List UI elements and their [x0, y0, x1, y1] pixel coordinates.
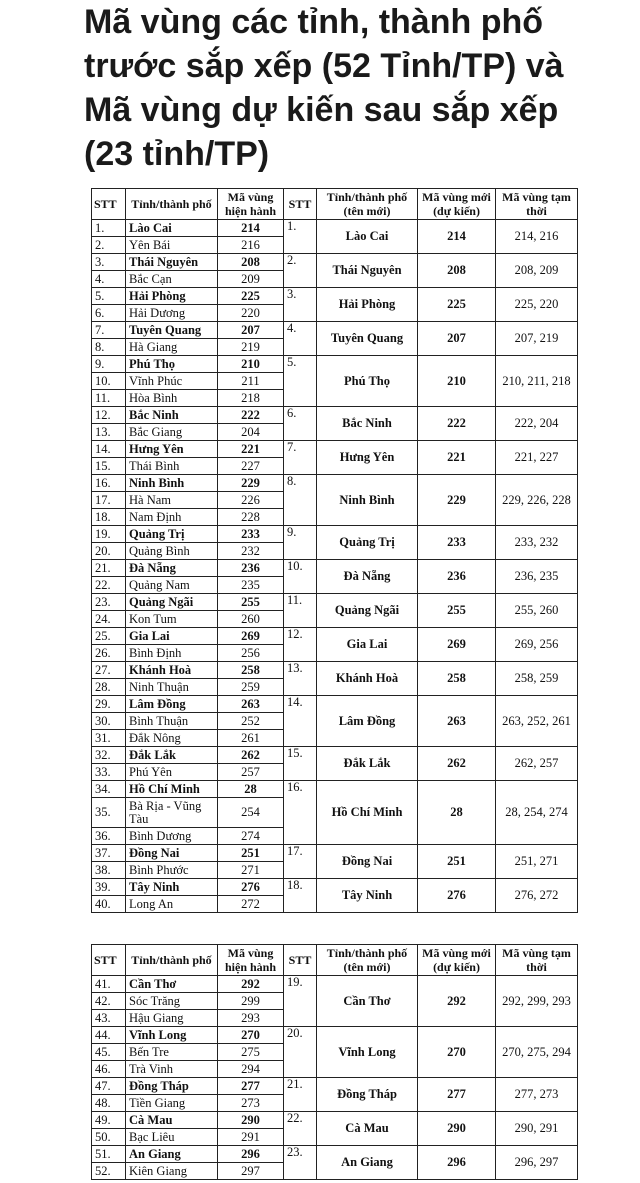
row-stt: 42.: [92, 993, 126, 1010]
current-area-code: 220: [218, 305, 284, 322]
current-area-code: 262: [218, 747, 284, 764]
current-area-code: 296: [218, 1146, 284, 1163]
row-stt: 44.: [92, 1027, 126, 1044]
current-area-code: 228: [218, 509, 284, 526]
table-row: [92, 560, 578, 577]
row-stt: 7.: [92, 322, 126, 339]
current-area-code: 275: [218, 1044, 284, 1061]
table-row: [92, 696, 578, 713]
current-area-code: 233: [218, 526, 284, 543]
new-stt: 1.: [284, 220, 317, 254]
current-area-code: 255: [218, 594, 284, 611]
row-stt: 52.: [92, 1163, 126, 1180]
new-stt: 23.: [284, 1146, 317, 1180]
row-stt: 15.: [92, 458, 126, 475]
province-name: Nam Định: [126, 509, 218, 526]
new-area-code: 28: [418, 781, 496, 845]
row-stt: 35.: [92, 798, 126, 828]
current-area-code: 290: [218, 1112, 284, 1129]
new-stt: 10.: [284, 560, 317, 594]
table-row: [92, 441, 578, 458]
row-stt: 6.: [92, 305, 126, 322]
current-area-code: 204: [218, 424, 284, 441]
current-area-code: 225: [218, 288, 284, 305]
table-row: [92, 594, 578, 611]
temporary-area-codes: 296, 297: [496, 1146, 578, 1180]
table-body: [92, 220, 578, 913]
row-stt: 5.: [92, 288, 126, 305]
current-area-code: 235: [218, 577, 284, 594]
province-name: Hà Nam: [126, 492, 218, 509]
temporary-area-codes: 210, 211, 218: [496, 356, 578, 407]
table-row: [92, 879, 578, 896]
province-name: Bắc Giang: [126, 424, 218, 441]
current-area-code: 272: [218, 896, 284, 913]
temporary-area-codes: 276, 272: [496, 879, 578, 913]
new-province-name: Ninh Bình: [317, 475, 418, 526]
header-new-name: Tỉnh/thành phố (tên mới): [317, 945, 418, 976]
row-stt: 29.: [92, 696, 126, 713]
province-name: Đắk Lắk: [126, 747, 218, 764]
new-province-name: Khánh Hoà: [317, 662, 418, 696]
province-name: Cần Thơ: [126, 976, 218, 993]
province-name: Cà Mau: [126, 1112, 218, 1129]
row-stt: 36.: [92, 828, 126, 845]
current-area-code: 254: [218, 798, 284, 828]
title-line: (23 tỉnh/TP): [84, 135, 270, 173]
province-name: Bạc Liêu: [126, 1129, 218, 1146]
current-area-code: 216: [218, 237, 284, 254]
new-area-code: 290: [418, 1112, 496, 1146]
temporary-area-codes: 214, 216: [496, 220, 578, 254]
new-area-code: 221: [418, 441, 496, 475]
table-row: [92, 662, 578, 679]
row-stt: 38.: [92, 862, 126, 879]
table-row: [92, 322, 578, 339]
province-name: An Giang: [126, 1146, 218, 1163]
province-name: Vĩnh Long: [126, 1027, 218, 1044]
current-area-code: 210: [218, 356, 284, 373]
current-area-code: 277: [218, 1078, 284, 1095]
new-area-code: 269: [418, 628, 496, 662]
current-area-code: 227: [218, 458, 284, 475]
province-name: Yên Bái: [126, 237, 218, 254]
header-old-code: Mã vùng hiện hành: [218, 945, 284, 976]
table-row: [92, 475, 578, 492]
province-name: Hồ Chí Minh: [126, 781, 218, 798]
new-province-name: Quảng Trị: [317, 526, 418, 560]
row-stt: 46.: [92, 1061, 126, 1078]
current-area-code: 261: [218, 730, 284, 747]
current-area-code: 257: [218, 764, 284, 781]
current-area-code: 252: [218, 713, 284, 730]
current-area-code: 276: [218, 879, 284, 896]
row-stt: 47.: [92, 1078, 126, 1095]
row-stt: 26.: [92, 645, 126, 662]
row-stt: 41.: [92, 976, 126, 993]
current-area-code: 299: [218, 993, 284, 1010]
header-new-code: Mã vùng mới (dự kiến): [418, 189, 496, 220]
row-stt: 33.: [92, 764, 126, 781]
province-name: Thái Nguyên: [126, 254, 218, 271]
row-stt: 27.: [92, 662, 126, 679]
new-province-name: Thái Nguyên: [317, 254, 418, 288]
row-stt: 4.: [92, 271, 126, 288]
row-stt: 20.: [92, 543, 126, 560]
province-name: Bắc Cạn: [126, 271, 218, 288]
row-stt: 2.: [92, 237, 126, 254]
current-area-code: 211: [218, 373, 284, 390]
province-name: Quảng Nam: [126, 577, 218, 594]
row-stt: 21.: [92, 560, 126, 577]
new-province-name: Cà Mau: [317, 1112, 418, 1146]
row-stt: 17.: [92, 492, 126, 509]
current-area-code: 294: [218, 1061, 284, 1078]
new-stt: 20.: [284, 1027, 317, 1078]
province-name: Bình Phước: [126, 862, 218, 879]
new-stt: 15.: [284, 747, 317, 781]
row-stt: 39.: [92, 879, 126, 896]
new-stt: 12.: [284, 628, 317, 662]
row-stt: 37.: [92, 845, 126, 862]
province-name: Phú Thọ: [126, 356, 218, 373]
province-name: Tiền Giang: [126, 1095, 218, 1112]
new-area-code: 222: [418, 407, 496, 441]
new-area-code: 263: [418, 696, 496, 747]
province-name: Kon Tum: [126, 611, 218, 628]
table-row: [92, 628, 578, 645]
area-code-table-1: [91, 188, 578, 913]
current-area-code: 226: [218, 492, 284, 509]
province-name: Quảng Bình: [126, 543, 218, 560]
row-stt: 45.: [92, 1044, 126, 1061]
row-stt: 22.: [92, 577, 126, 594]
current-area-code: 209: [218, 271, 284, 288]
temporary-area-codes: 208, 209: [496, 254, 578, 288]
province-name: Đồng Nai: [126, 845, 218, 862]
table-row: [92, 1027, 578, 1044]
new-province-name: Lào Cai: [317, 220, 418, 254]
table-body: [92, 976, 578, 1180]
province-name: Hòa Bình: [126, 390, 218, 407]
temporary-area-codes: 222, 204: [496, 407, 578, 441]
row-stt: 1.: [92, 220, 126, 237]
new-area-code: 229: [418, 475, 496, 526]
current-area-code: 259: [218, 679, 284, 696]
header-old-code: Mã vùng hiện hành: [218, 189, 284, 220]
table-row: [92, 526, 578, 543]
new-province-name: Gia Lai: [317, 628, 418, 662]
temporary-area-codes: 290, 291: [496, 1112, 578, 1146]
current-area-code: 271: [218, 862, 284, 879]
new-province-name: Hải Phòng: [317, 288, 418, 322]
province-name: Quảng Ngãi: [126, 594, 218, 611]
temporary-area-codes: 236, 235: [496, 560, 578, 594]
row-stt: 40.: [92, 896, 126, 913]
province-name: Vĩnh Phúc: [126, 373, 218, 390]
province-name: Đà Nẵng: [126, 560, 218, 577]
province-name: Hà Giang: [126, 339, 218, 356]
new-province-name: Lâm Đồng: [317, 696, 418, 747]
new-stt: 22.: [284, 1112, 317, 1146]
temporary-area-codes: 263, 252, 261: [496, 696, 578, 747]
table-row: [92, 1078, 578, 1095]
current-area-code: 291: [218, 1129, 284, 1146]
title-line: Mã vùng các tỉnh, thành phố: [84, 3, 543, 41]
province-name: Bắc Ninh: [126, 407, 218, 424]
row-stt: 25.: [92, 628, 126, 645]
new-stt: 8.: [284, 475, 317, 526]
temporary-area-codes: 221, 227: [496, 441, 578, 475]
current-area-code: 260: [218, 611, 284, 628]
province-name: Bến Tre: [126, 1044, 218, 1061]
new-province-name: Tây Ninh: [317, 879, 418, 913]
province-name: Đồng Tháp: [126, 1078, 218, 1095]
new-area-code: 258: [418, 662, 496, 696]
current-area-code: 292: [218, 976, 284, 993]
table-row: [92, 781, 578, 798]
temporary-area-codes: 251, 271: [496, 845, 578, 879]
new-stt: 11.: [284, 594, 317, 628]
new-stt: 19.: [284, 976, 317, 1027]
new-stt: 17.: [284, 845, 317, 879]
temporary-area-codes: 269, 256: [496, 628, 578, 662]
province-name: Gia Lai: [126, 628, 218, 645]
row-stt: 49.: [92, 1112, 126, 1129]
table-row: [92, 1146, 578, 1163]
new-area-code: 270: [418, 1027, 496, 1078]
new-province-name: Tuyên Quang: [317, 322, 418, 356]
province-name: Hải Phòng: [126, 288, 218, 305]
new-stt: 13.: [284, 662, 317, 696]
row-stt: 24.: [92, 611, 126, 628]
row-stt: 13.: [92, 424, 126, 441]
temporary-area-codes: 270, 275, 294: [496, 1027, 578, 1078]
new-province-name: Hồ Chí Minh: [317, 781, 418, 845]
province-name: Quảng Trị: [126, 526, 218, 543]
header-old-name: Tỉnh/thành phố: [126, 945, 218, 976]
new-province-name: Đồng Nai: [317, 845, 418, 879]
province-name: Phú Yên: [126, 764, 218, 781]
table-row: [92, 747, 578, 764]
header-new-stt: STT: [284, 945, 317, 976]
province-name: Đắk Nông: [126, 730, 218, 747]
row-stt: 12.: [92, 407, 126, 424]
province-name: Ninh Thuận: [126, 679, 218, 696]
row-stt: 16.: [92, 475, 126, 492]
table-row: [92, 288, 578, 305]
province-name: Bình Dương: [126, 828, 218, 845]
new-province-name: Cần Thơ: [317, 976, 418, 1027]
table-row: [92, 976, 578, 993]
province-name: Khánh Hoà: [126, 662, 218, 679]
header-old-name: Tỉnh/thành phố: [126, 189, 218, 220]
current-area-code: 207: [218, 322, 284, 339]
temporary-area-codes: 229, 226, 228: [496, 475, 578, 526]
temporary-area-codes: 258, 259: [496, 662, 578, 696]
row-stt: 43.: [92, 1010, 126, 1027]
new-stt: 5.: [284, 356, 317, 407]
row-stt: 23.: [92, 594, 126, 611]
current-area-code: 293: [218, 1010, 284, 1027]
province-name: Sóc Trăng: [126, 993, 218, 1010]
temporary-area-codes: 255, 260: [496, 594, 578, 628]
new-area-code: 210: [418, 356, 496, 407]
current-area-code: 258: [218, 662, 284, 679]
current-area-code: 218: [218, 390, 284, 407]
row-stt: 8.: [92, 339, 126, 356]
new-province-name: Hưng Yên: [317, 441, 418, 475]
table-row: [92, 845, 578, 862]
table-header: [92, 945, 578, 976]
province-name: Ninh Bình: [126, 475, 218, 492]
row-stt: 31.: [92, 730, 126, 747]
province-name: Trà Vinh: [126, 1061, 218, 1078]
province-name: Kiên Giang: [126, 1163, 218, 1180]
current-area-code: 270: [218, 1027, 284, 1044]
temporary-area-codes: 28, 254, 274: [496, 781, 578, 845]
new-stt: 14.: [284, 696, 317, 747]
new-area-code: 214: [418, 220, 496, 254]
new-province-name: An Giang: [317, 1146, 418, 1180]
new-stt: 2.: [284, 254, 317, 288]
current-area-code: 251: [218, 845, 284, 862]
current-area-code: 263: [218, 696, 284, 713]
current-area-code: 222: [218, 407, 284, 424]
row-stt: 48.: [92, 1095, 126, 1112]
header-stt: STT: [92, 189, 126, 220]
province-name: Hưng Yên: [126, 441, 218, 458]
current-area-code: 219: [218, 339, 284, 356]
temporary-area-codes: 277, 273: [496, 1078, 578, 1112]
temporary-area-codes: 233, 232: [496, 526, 578, 560]
current-area-code: 236: [218, 560, 284, 577]
province-name: Lào Cai: [126, 220, 218, 237]
row-stt: 18.: [92, 509, 126, 526]
current-area-code: 214: [218, 220, 284, 237]
row-stt: 3.: [92, 254, 126, 271]
new-stt: 3.: [284, 288, 317, 322]
new-stt: 16.: [284, 781, 317, 845]
new-area-code: 251: [418, 845, 496, 879]
new-area-code: 225: [418, 288, 496, 322]
new-area-code: 277: [418, 1078, 496, 1112]
current-area-code: 274: [218, 828, 284, 845]
header-new-name: Tỉnh/thành phố (tên mới): [317, 189, 418, 220]
province-name: Tây Ninh: [126, 879, 218, 896]
new-area-code: 233: [418, 526, 496, 560]
new-province-name: Quảng Ngãi: [317, 594, 418, 628]
row-stt: 19.: [92, 526, 126, 543]
current-area-code: 269: [218, 628, 284, 645]
new-stt: 6.: [284, 407, 317, 441]
row-stt: 9.: [92, 356, 126, 373]
table-row: [92, 220, 578, 237]
row-stt: 32.: [92, 747, 126, 764]
temporary-area-codes: 262, 257: [496, 747, 578, 781]
province-name: Lâm Đồng: [126, 696, 218, 713]
new-area-code: 296: [418, 1146, 496, 1180]
new-area-code: 292: [418, 976, 496, 1027]
header-temp-code: Mã vùng tạm thời: [496, 945, 578, 976]
current-area-code: 256: [218, 645, 284, 662]
temporary-area-codes: 225, 220: [496, 288, 578, 322]
new-area-code: 236: [418, 560, 496, 594]
current-area-code: 28: [218, 781, 284, 798]
header-new-stt: STT: [284, 189, 317, 220]
new-stt: 4.: [284, 322, 317, 356]
row-stt: 51.: [92, 1146, 126, 1163]
new-province-name: Phú Thọ: [317, 356, 418, 407]
new-area-code: 207: [418, 322, 496, 356]
new-stt: 21.: [284, 1078, 317, 1112]
province-name: Thái Bình: [126, 458, 218, 475]
new-stt: 9.: [284, 526, 317, 560]
current-area-code: 232: [218, 543, 284, 560]
current-area-code: 229: [218, 475, 284, 492]
new-province-name: Đồng Tháp: [317, 1078, 418, 1112]
new-stt: 7.: [284, 441, 317, 475]
new-province-name: Đà Nẵng: [317, 560, 418, 594]
current-area-code: 208: [218, 254, 284, 271]
header-stt: STT: [92, 945, 126, 976]
province-name: Hậu Giang: [126, 1010, 218, 1027]
row-stt: 50.: [92, 1129, 126, 1146]
area-code-table-2: [91, 944, 578, 1180]
new-province-name: Bắc Ninh: [317, 407, 418, 441]
row-stt: 34.: [92, 781, 126, 798]
table-row: [92, 356, 578, 373]
table-header: [92, 189, 578, 220]
new-province-name: Vĩnh Long: [317, 1027, 418, 1078]
row-stt: 10.: [92, 373, 126, 390]
temporary-area-codes: 292, 299, 293: [496, 976, 578, 1027]
table-row: [92, 407, 578, 424]
new-stt: 18.: [284, 879, 317, 913]
row-stt: 14.: [92, 441, 126, 458]
row-stt: 28.: [92, 679, 126, 696]
province-name: Bình Định: [126, 645, 218, 662]
title-line: Mã vùng dự kiến sau sắp xếp: [84, 91, 559, 129]
province-name: Hải Dương: [126, 305, 218, 322]
province-name: Bà Rịa - Vũng Tàu: [126, 798, 218, 828]
header-new-code: Mã vùng mới (dự kiến): [418, 945, 496, 976]
new-area-code: 255: [418, 594, 496, 628]
temporary-area-codes: 207, 219: [496, 322, 578, 356]
province-name: Long An: [126, 896, 218, 913]
current-area-code: 297: [218, 1163, 284, 1180]
row-stt: 30.: [92, 713, 126, 730]
title-line: trước sắp xếp (52 Tỉnh/TP) và: [84, 47, 564, 85]
row-stt: 11.: [92, 390, 126, 407]
table-row: [92, 1112, 578, 1129]
new-area-code: 262: [418, 747, 496, 781]
current-area-code: 221: [218, 441, 284, 458]
province-name: Bình Thuận: [126, 713, 218, 730]
new-area-code: 276: [418, 879, 496, 913]
header-temp-code: Mã vùng tạm thời: [496, 189, 578, 220]
new-area-code: 208: [418, 254, 496, 288]
province-name: Tuyên Quang: [126, 322, 218, 339]
table-row: [92, 254, 578, 271]
page-title: [84, 0, 604, 176]
new-province-name: Đắk Lắk: [317, 747, 418, 781]
current-area-code: 273: [218, 1095, 284, 1112]
